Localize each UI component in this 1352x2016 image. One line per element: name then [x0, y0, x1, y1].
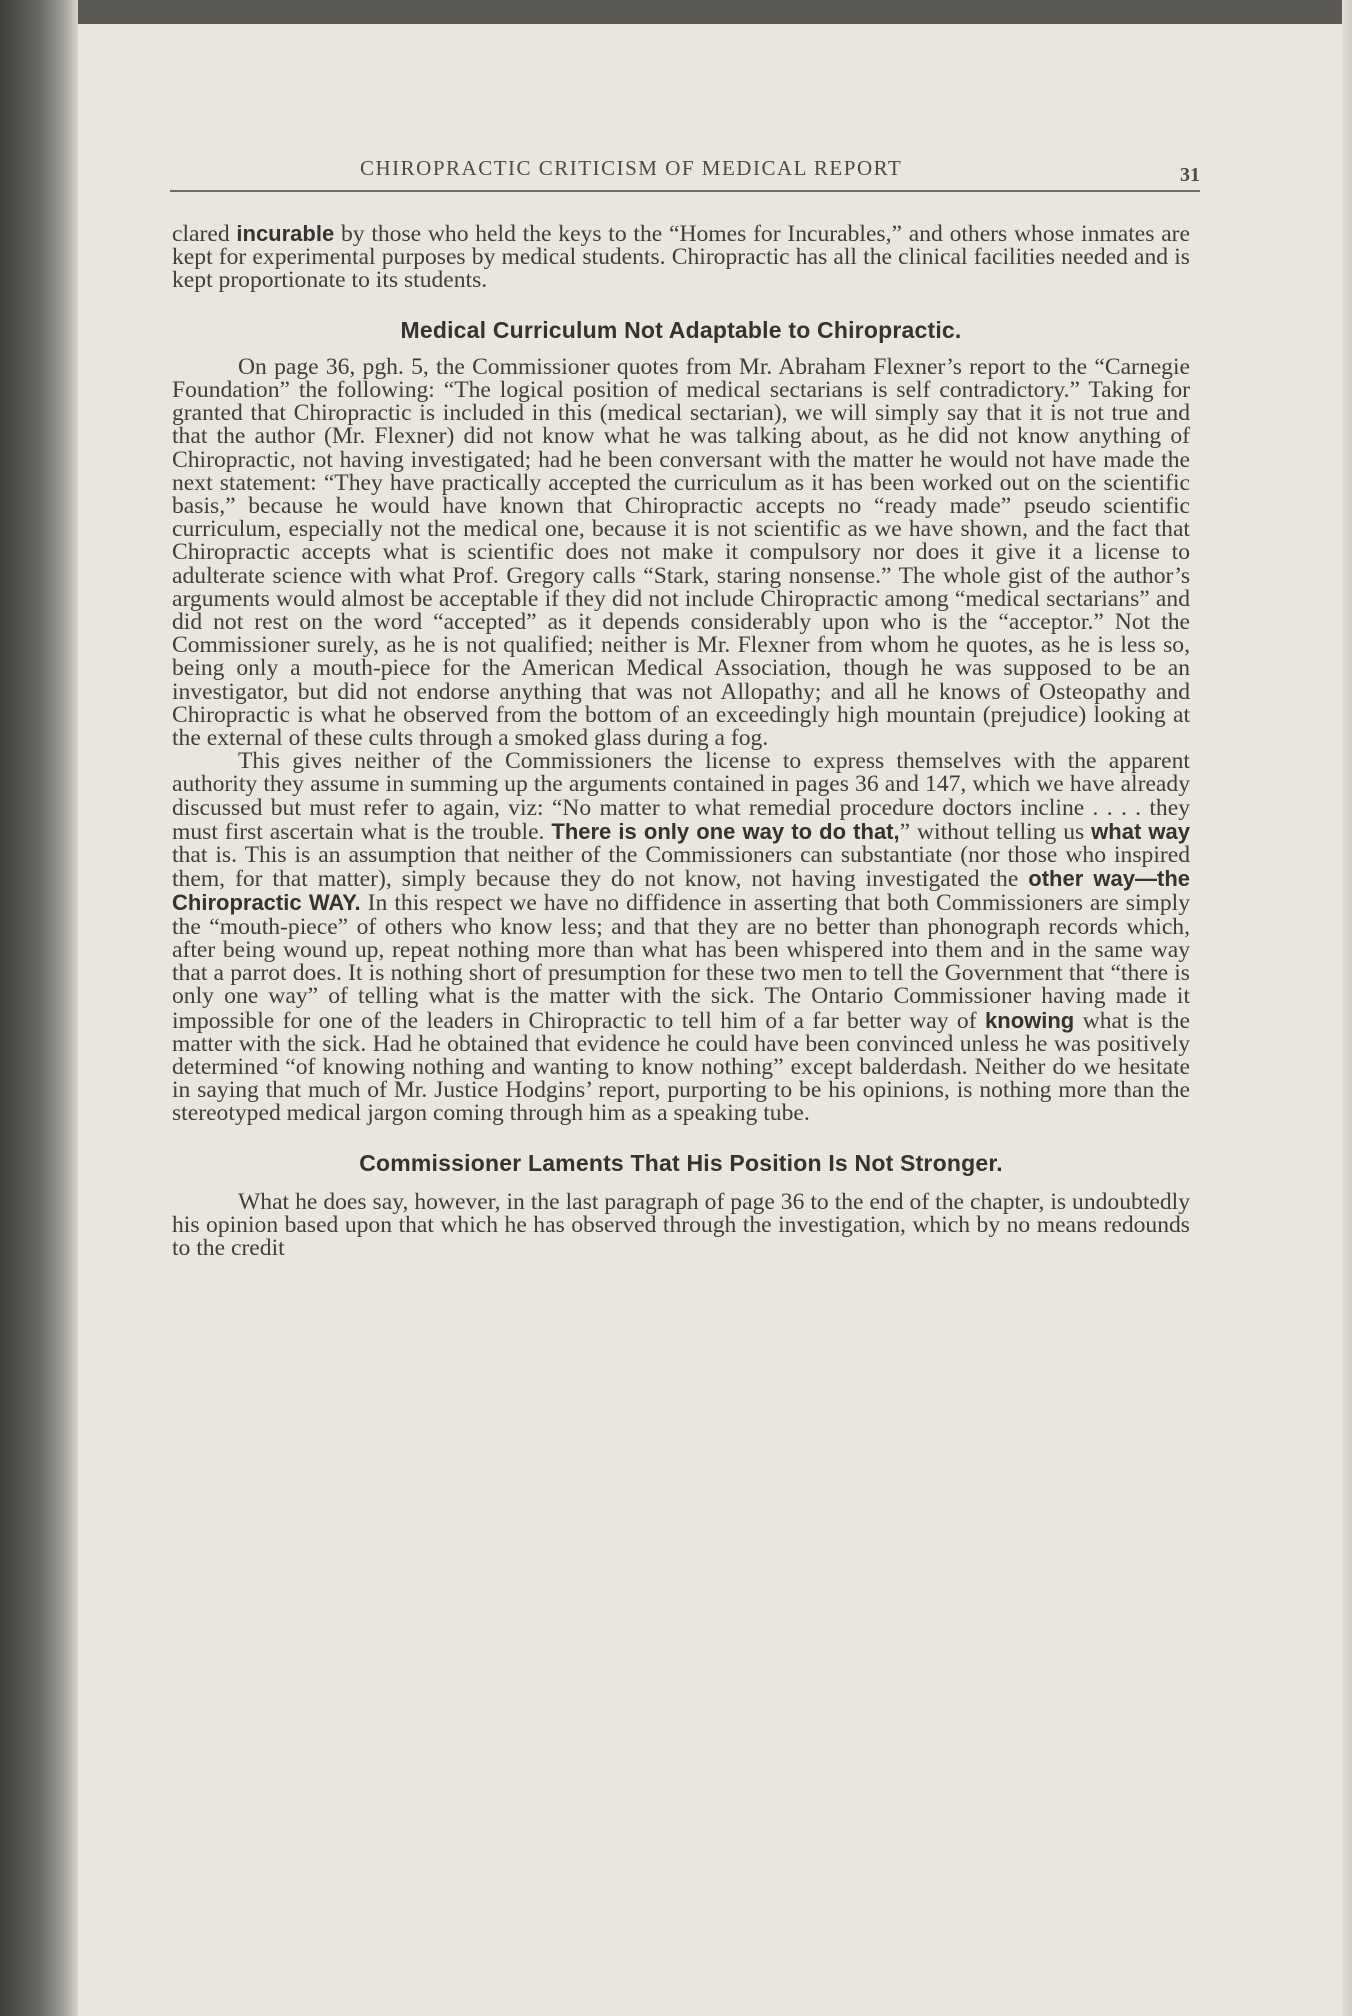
section-heading-commissioner-laments: Commissioner Laments That His Position Is Not Stronger.: [359, 1149, 1003, 1176]
text-run: what is the matter with the sick. Had he obtained that evidence he could have been convinced unless he was positively determined “of knowing nothing and wanting to know nothing” except balderdash. Neither do we hesitate in saying that much of Mr. Justice Hodgins’ report, purporting to be his opinions, is nothing more than the stereotyped medical jargon coming through him as a speaking tube.: [172, 1007, 1190, 1127]
page-right-edge: [1342, 0, 1352, 2016]
section-heading-curriculum: Medical Curriculum Not Adaptable to Chiropractic.: [400, 316, 962, 343]
paragraph-flexner: On page 36, pgh. 5, the Commissioner quotes from Mr. Abraham Flexner’s report to the “Carnegie Foundation” the following: “The logical position of medical sectarians is self contradictory.” Taking for granted that Chiropractic is included in this (medical sectarian), we will simply say that it is not true and that the author (Mr. Flexner) did not know what he was talking about, as he did not know anything of Chiropractic, not having investigated; had he been conversant with the matter he would not have made the next statement: “They have practically accepted the curriculum as it has been worked out on the scientific basis,” because he would have known that Chiropractic accepts no “ready made” pseudo scientific curriculum, especially not the medical one, because it is not scientific as we have shown, and the fact that Chiropractic accepts what is scientific does not make it compulsory nor does it give it a license to adulterate science with what Prof. Gregory calls “Stark, staring nonsense.” The whole gist of the author’s arguments would almost be acceptable if they did not include Chiropractic among “medical sectarians” and did not rest on the word “accepted” as it depends considerably upon who is the “acceptor.” Not the Commissioner surely, as he is not qualified; neither is Mr. Flexner from whom he quotes, as he is less so, being only a mouth-piece for the American Medical Association, though he was supposed to be an investigator, but did not endorse anything that was not Allopathy; and all he knows of Osteopathy and Chiropractic is what he observed from the bottom of an exceedingly high mountain (prejudice) looking at the external of these cults through a smoked glass during a fog.: [172, 353, 1190, 752]
page-number: 31: [1180, 164, 1200, 186]
bold-text: other way—the Chiropractic WAY.: [172, 866, 1190, 916]
page-header: [170, 150, 1200, 192]
paragraph-commissioners: [172, 750, 1190, 1125]
text-run: that is. This is an assumption that neither of the Commissioners can substantiate (nor those who inspired them, for that matter), simply because they do not know, not having investigated the: [172, 842, 1190, 893]
running-head: CHIROPRACTIC CRITICISM OF MEDICAL REPORT: [360, 156, 903, 180]
text-run: clared: [172, 221, 237, 247]
paragraph-last: What he does say, however, in the last paragraph of page 36 to the end of the chapter, is undoubtedly his opinion based upon that which he has observed through the investigation, which by no means redounds to the credit: [172, 1188, 1190, 1262]
text-run: by those who held the keys to the “Homes for Incurables,” and others whose inmates are kept for experimental purposes by medical students. Chiropractic has all the clinical facilities needed and is kept proportionate to its students.: [172, 221, 1190, 294]
book-spine-shadow: [0, 0, 78, 2016]
bold-text: There is only one way to do that,: [551, 818, 900, 844]
paragraph-continued: [172, 222, 1190, 293]
body-text: [172, 222, 1190, 1260]
text-run: This gives neither of the Commissioners the license to express themselves with the apparent authority they assume in summing up the arguments contained in pages 36 and 147, which we have already discussed but must refer to again, viz: “No matter to what remedial procedure doctors incline . . . . they must first ascertain what is the trouble.: [172, 748, 1190, 845]
text-run: ” without telling us: [899, 818, 1092, 845]
bold-text: what way: [1091, 818, 1191, 844]
text-run: In this respect we have no diffidence in asserting that both Commissioners are simply the “mouth-piece” of others who know less; and that they are no better than phonograph records which, after being wound up, repeat nothing more than what has been whispered into them and in the same way that a parrot does. It is nothing short of presumption for these two men to tell the Government that “there is only one way” of telling what is the matter with the sick. The Ontario Commissioner having made it impossible for one of the leaders in Chiropractic to tell him of a far better way of: [172, 890, 1190, 1034]
scan-top-border: [0, 0, 1352, 24]
bold-text: knowing: [985, 1007, 1075, 1033]
bold-text: incurable: [236, 221, 335, 246]
